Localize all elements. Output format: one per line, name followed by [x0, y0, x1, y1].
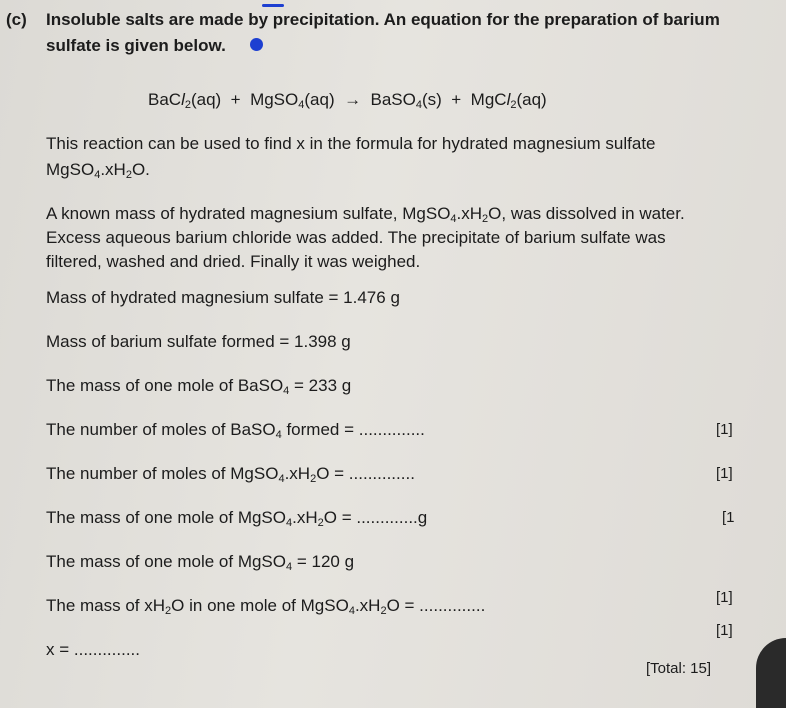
text-sub: 2: [482, 213, 489, 225]
text-part: A known mass of hydrated magnesium sulfate, MgSO: [46, 204, 451, 223]
text-part: O in one mole of MgSO: [171, 596, 349, 615]
reactant-1: BaC: [148, 90, 182, 109]
text-part: O =: [386, 596, 420, 615]
text-part: O =: [323, 508, 357, 527]
q2-moles-hydrate: [46, 464, 415, 484]
text-sub: 4: [286, 517, 293, 529]
para2-line-3: filtered, washed and dried. Finally it was weighed.: [46, 252, 421, 271]
text-part: O =: [316, 464, 349, 483]
para2-line-1: [46, 204, 685, 224]
q4-mass-mgso4: [46, 552, 354, 572]
answer-blank[interactable]: ..............: [348, 464, 415, 483]
answer-blank[interactable]: ..............: [73, 640, 140, 659]
product-1-sub: 4: [415, 99, 422, 111]
q5-mark: [1]: [716, 589, 733, 606]
para1-line-1: This reaction can be used to find x in the formula for hydrated magnesium sulfate: [46, 134, 656, 153]
text-part: The mass of one mole of BaSO: [46, 376, 284, 395]
q5-mass-water: [46, 596, 485, 616]
text-part: The mass of xH: [46, 596, 166, 615]
intro-line-1: Insoluble salts are made by precipitation. An equation for the preparation of barium: [46, 10, 720, 29]
answer-blank[interactable]: ..............: [419, 596, 486, 615]
text-sub: 4: [348, 605, 355, 617]
text-sub: 4: [450, 213, 457, 225]
mass-hydrated: Mass of hydrated magnesium sulfate = 1.476 g: [46, 288, 400, 307]
plus-1: +: [230, 90, 241, 109]
reactant-1-l: l: [181, 90, 185, 109]
reactant-2-sub: 4: [298, 99, 305, 111]
text-sub: 2: [380, 605, 387, 617]
text-sub: 4: [286, 561, 293, 573]
text-part: .xH: [284, 464, 311, 483]
q1-moles-baso4: [46, 420, 425, 440]
equation: [148, 90, 547, 110]
arrow-icon: →: [344, 90, 362, 109]
reactant-2-state: (aq): [304, 90, 335, 109]
product-1: BaSO: [370, 90, 416, 109]
q3-mass-hydrate: [46, 508, 427, 528]
formula-part: .xH: [100, 160, 126, 179]
text-part: The number of moles of MgSO: [46, 464, 279, 483]
q6-x-value: [46, 640, 140, 660]
total-marks: [Total: 15]: [646, 660, 712, 677]
formula-sub: 2: [125, 169, 132, 181]
text-part: The mass of one mole of MgSO: [46, 508, 286, 527]
q3-mark: [1: [722, 509, 735, 526]
text-part: .xH: [354, 596, 381, 615]
text-part: = 233 g: [289, 376, 352, 395]
formula-part: O.: [131, 160, 150, 179]
plus-2: +: [451, 90, 462, 109]
text-part: The number of moles of BaSO: [46, 420, 276, 439]
formula-sub: 4: [94, 169, 101, 181]
text-part: = 120 g: [292, 552, 355, 571]
text-part: The mass of one mole of MgSO: [46, 552, 286, 571]
answer-blank[interactable]: ..............: [358, 420, 425, 439]
text-part: .xH: [292, 508, 318, 527]
text-part: formed =: [281, 420, 359, 439]
mass-barium: Mass of barium sulfate formed = 1.398 g: [46, 332, 351, 351]
product-2-sub: 2: [510, 99, 517, 111]
answer-blank[interactable]: .............: [356, 508, 418, 527]
text-sub: 2: [317, 517, 324, 529]
formula-part: MgSO: [46, 160, 95, 179]
product-2-state: (aq): [516, 90, 547, 109]
text-sub: 4: [278, 473, 285, 485]
q1-mark: [1]: [716, 421, 733, 438]
text-part: x =: [46, 640, 74, 659]
q2-mark: [1]: [716, 465, 733, 482]
text-sub: 2: [310, 473, 317, 485]
para1-formula: [46, 160, 150, 180]
text-part: O, was dissolved in water.: [488, 204, 685, 223]
reactant-1-sub: 2: [184, 99, 191, 111]
pen-dot: [250, 38, 263, 51]
text-sub: 4: [283, 385, 290, 397]
pen-mark: [262, 4, 284, 7]
product-2-l: l: [506, 90, 511, 109]
text-sub: 4: [275, 429, 282, 441]
part-label: (c): [6, 10, 27, 29]
text-sub: 2: [165, 605, 172, 617]
reactant-1-state: (aq): [190, 90, 222, 109]
unit: g: [417, 508, 428, 527]
reactant-2: MgSO: [250, 90, 299, 109]
intro-line-2: sulfate is given below.: [46, 36, 226, 55]
product-1-state: (s): [422, 90, 442, 109]
text-part: .xH: [456, 204, 483, 223]
product-2: MgC: [470, 90, 507, 109]
para2-line-2: Excess aqueous barium chloride was added. The precipitate of barium sulfate was: [46, 228, 666, 247]
corner-object: [756, 638, 786, 708]
mole-mass-baso4: [46, 376, 351, 396]
q6-mark: [1]: [716, 622, 733, 639]
